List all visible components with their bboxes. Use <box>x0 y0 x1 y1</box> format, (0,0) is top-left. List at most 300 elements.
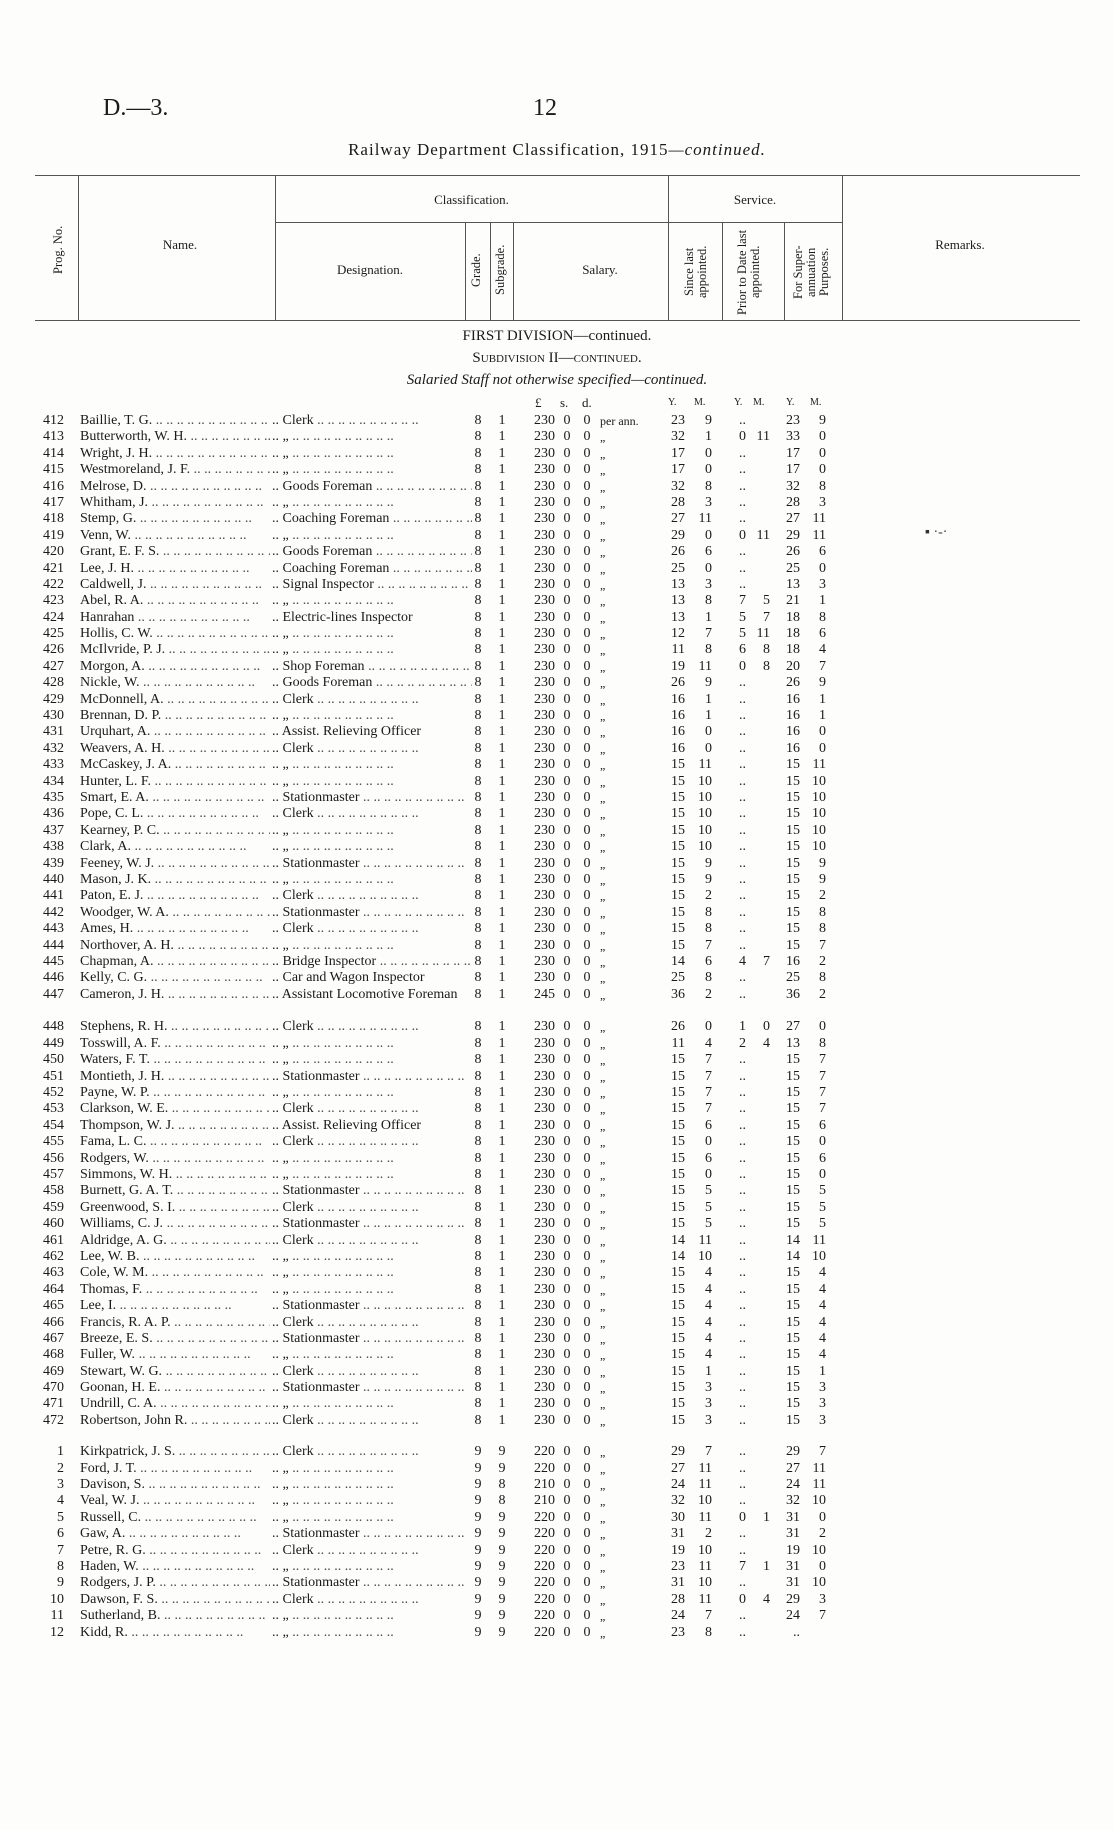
superannuation-months: 0 <box>819 1558 826 1574</box>
prog-no: 451 <box>43 1068 64 1084</box>
superannuation-months: 3 <box>819 1396 826 1412</box>
prior-years: .. <box>739 822 746 838</box>
superannuation-years: 15 <box>786 773 800 789</box>
subgrade: 1 <box>498 970 506 986</box>
salary-shillings: 0 <box>563 773 571 789</box>
prior-years: .. <box>739 773 746 789</box>
designation: .. Assist. Relieving Officer <box>272 724 472 740</box>
grade: 8 <box>474 1298 482 1314</box>
salary-period: „ <box>600 479 606 494</box>
table-row <box>0 1151 1114 1167</box>
prog-no: 433 <box>43 757 64 773</box>
superannuation-months: 7 <box>819 1085 826 1101</box>
salary-pence: 0 <box>583 1068 591 1084</box>
subgrade: 8 <box>498 1477 506 1493</box>
salary-period: „ <box>600 692 606 707</box>
salary-period: „ <box>600 1461 606 1476</box>
salary-shillings: 0 <box>563 675 571 691</box>
header-prog-no: Prog. No. <box>51 225 65 275</box>
since-last-years: 26 <box>671 675 685 691</box>
salary-pence: 0 <box>583 1493 591 1509</box>
prior-years: 5 <box>739 609 746 625</box>
unit-m3: M. <box>810 397 822 408</box>
prior-years: .. <box>739 970 746 986</box>
salary-pence: 0 <box>583 1199 591 1215</box>
superannuation-months: 8 <box>819 970 826 986</box>
grade: 8 <box>474 708 482 724</box>
designation: .. „ .. .. <box>272 1396 472 1412</box>
superannuation-years: 16 <box>786 740 800 756</box>
prior-years: .. <box>739 1624 746 1640</box>
staff-heading: Salaried Staff not otherwise specified—continued. <box>406 372 708 388</box>
employee-name: Weavers, A. H. .. .. <box>80 741 270 757</box>
salary-pence: 0 <box>583 806 591 822</box>
since-last-months: 11 <box>698 1232 712 1248</box>
designation: .. Signal Inspector .. .. <box>272 577 472 593</box>
grade: 8 <box>474 527 482 543</box>
prior-years: .. <box>739 1166 746 1182</box>
superannuation-years: 15 <box>786 888 800 904</box>
prior-years: .. <box>739 1575 746 1591</box>
salary-period: „ <box>600 1036 606 1051</box>
salary-shillings: 0 <box>563 413 571 428</box>
superannuation-months: 10 <box>812 839 826 855</box>
table-row <box>0 593 1114 609</box>
since-last-years: 15 <box>671 1085 685 1101</box>
superannuation-months: 7 <box>819 1101 826 1117</box>
salary-shillings: 0 <box>563 1575 571 1591</box>
designation: .. „ .. .. <box>272 642 472 658</box>
superannuation-months: 3 <box>819 1380 826 1396</box>
since-last-months: 7 <box>705 937 712 953</box>
designation: .. „ .. .. <box>272 495 472 511</box>
salary-shillings: 0 <box>563 822 571 838</box>
prior-years: .. <box>739 1199 746 1215</box>
since-last-years: 15 <box>671 806 685 822</box>
salary-pounds: 230 <box>534 822 555 838</box>
salary-pence: 0 <box>583 888 591 904</box>
grade: 8 <box>474 478 482 494</box>
superannuation-months: 8 <box>819 904 826 920</box>
since-last-months: 4 <box>705 1281 712 1297</box>
employee-name: Venn, W. .. .. <box>80 528 270 544</box>
since-last-years: 26 <box>671 544 685 560</box>
since-last-years: 15 <box>671 1052 685 1068</box>
superannuation-years: 25 <box>786 970 800 986</box>
since-last-months: 9 <box>705 675 712 691</box>
prog-no: 423 <box>43 593 64 609</box>
salary-pence: 0 <box>583 1624 591 1640</box>
salary-shillings: 0 <box>563 1216 571 1232</box>
salary-pounds: 230 <box>534 970 555 986</box>
table-row <box>0 642 1114 658</box>
prog-no: 469 <box>43 1363 64 1379</box>
salary-shillings: 0 <box>563 1542 571 1558</box>
employee-name: Kidd, R. .. .. <box>80 1625 270 1641</box>
designation: .. „ .. .. <box>272 462 472 478</box>
designation: .. „ .. .. <box>272 1036 472 1052</box>
since-last-months: 1 <box>705 609 712 625</box>
salary-pence: 0 <box>583 1396 591 1412</box>
grade: 8 <box>474 1363 482 1379</box>
salary-shillings: 0 <box>563 1248 571 1264</box>
salary-shillings: 0 <box>563 1363 571 1379</box>
prog-no: 465 <box>43 1298 64 1314</box>
superannuation-months: 7 <box>819 1068 826 1084</box>
prior-years: .. <box>739 1150 746 1166</box>
salary-period: „ <box>600 790 606 805</box>
since-last-months: 4 <box>705 1035 712 1051</box>
superannuation-years: 27 <box>786 1019 800 1035</box>
superannuation-months: 0 <box>819 560 826 576</box>
prog-no: 449 <box>43 1035 64 1051</box>
since-last-years: 23 <box>671 1624 685 1640</box>
superannuation-months: 2 <box>819 888 826 904</box>
designation: .. „ .. .. <box>272 1510 472 1526</box>
table-row <box>0 1477 1114 1493</box>
since-last-years: 16 <box>671 740 685 756</box>
prog-no: 448 <box>43 1019 64 1035</box>
subgrade: 9 <box>498 1526 506 1542</box>
salary-period: „ <box>600 725 606 740</box>
subgrade: 1 <box>498 757 506 773</box>
salary-period: „ <box>600 659 606 674</box>
designation: .. Stationmaster .. .. <box>272 1380 472 1396</box>
subgrade: 1 <box>498 1380 506 1396</box>
since-last-years: 23 <box>671 1558 685 1574</box>
salary-pence: 0 <box>583 1542 591 1558</box>
table-row <box>0 1101 1114 1117</box>
salary-shillings: 0 <box>563 1509 571 1525</box>
subgrade: 8 <box>498 1493 506 1509</box>
superannuation-years: 15 <box>786 1101 800 1117</box>
employee-name: Dawson, F. S. .. .. <box>80 1592 270 1608</box>
superannuation-months: 1 <box>819 708 826 724</box>
grade: 8 <box>474 1085 482 1101</box>
designation: .. Stationmaster .. .. <box>272 1183 472 1199</box>
since-last-years: 17 <box>671 445 685 461</box>
salary-pence: 0 <box>583 740 591 756</box>
employee-name: Goonan, H. E. .. .. <box>80 1380 270 1396</box>
designation: .. Clerk .. .. <box>272 888 472 904</box>
since-last-months: 7 <box>705 1068 712 1084</box>
subgrade: 1 <box>498 429 506 445</box>
since-last-years: 15 <box>671 1330 685 1346</box>
employee-name: Breeze, E. S. .. .. <box>80 1331 270 1347</box>
since-last-months: 9 <box>705 871 712 887</box>
salary-pounds: 230 <box>534 593 555 609</box>
col-divider-5 <box>513 222 514 320</box>
since-last-months: 10 <box>698 822 712 838</box>
grade: 8 <box>474 576 482 592</box>
superannuation-years: 15 <box>786 1412 800 1428</box>
prior-months: 8 <box>763 642 770 658</box>
employee-name: McCaskey, J. A. .. .. <box>80 757 270 773</box>
since-last-years: 15 <box>671 1199 685 1215</box>
since-last-years: 17 <box>671 462 685 478</box>
table-row <box>0 839 1114 855</box>
salary-period: „ <box>600 1445 606 1460</box>
designation: .. Clerk .. .. <box>272 1592 472 1608</box>
designation: .. Clerk .. .. <box>272 1101 472 1117</box>
salary-pence: 0 <box>583 953 591 969</box>
salary-period: „ <box>600 1167 606 1182</box>
salary-period: „ <box>600 1151 606 1166</box>
since-last-months: 1 <box>705 1363 712 1379</box>
salary-shillings: 0 <box>563 855 571 871</box>
salary-pounds: 210 <box>534 1493 555 1509</box>
staff-table <box>0 413 1114 1641</box>
prior-years: .. <box>739 921 746 937</box>
salary-pounds: 230 <box>534 871 555 887</box>
since-last-years: 15 <box>671 888 685 904</box>
grade: 8 <box>474 871 482 887</box>
salary-period: „ <box>600 1184 606 1199</box>
salary-period: „ <box>600 1494 606 1509</box>
grade: 8 <box>474 560 482 576</box>
subgrade: 1 <box>498 871 506 887</box>
prog-no: 447 <box>43 986 64 1002</box>
subgrade: 9 <box>498 1575 506 1591</box>
grade: 8 <box>474 1265 482 1281</box>
salary-period: „ <box>600 856 606 871</box>
salary-period: „ <box>600 1299 606 1314</box>
prog-no: 440 <box>43 871 64 887</box>
page-title <box>0 140 1114 160</box>
superannuation-years: 31 <box>786 1509 800 1525</box>
prog-no: 418 <box>43 511 64 527</box>
grade: 8 <box>474 1101 482 1117</box>
superannuation-years: 33 <box>786 429 800 445</box>
table-row <box>0 1118 1114 1134</box>
superannuation-years: 32 <box>786 478 800 494</box>
employee-name: Chapman, A. .. .. <box>80 954 270 970</box>
salary-pence: 0 <box>583 1248 591 1264</box>
since-last-months: 8 <box>705 921 712 937</box>
grade: 9 <box>474 1477 482 1493</box>
superannuation-years: 31 <box>786 1526 800 1542</box>
header-service: Service. <box>733 192 777 207</box>
table-row <box>0 561 1114 577</box>
prog-no: 412 <box>43 413 64 428</box>
salary-period: „ <box>600 1200 606 1215</box>
designation: .. „ .. .. <box>272 1167 472 1183</box>
superannuation-years: 24 <box>786 1608 800 1624</box>
prior-years: .. <box>739 1298 746 1314</box>
prog-no: 421 <box>43 560 64 576</box>
superannuation-months: 3 <box>819 576 826 592</box>
prog-no: 466 <box>43 1314 64 1330</box>
grade: 9 <box>474 1608 482 1624</box>
salary-pounds: 230 <box>534 1330 555 1346</box>
subgrade: 1 <box>498 1166 506 1182</box>
designation: .. Shop Foreman .. .. <box>272 659 472 675</box>
prog-no: 7 <box>57 1542 64 1558</box>
superannuation-years: 15 <box>786 1347 800 1363</box>
designation: .. „ .. .. <box>272 446 472 462</box>
salary-period: „ <box>600 905 606 920</box>
since-last-years: 13 <box>671 609 685 625</box>
table-row <box>0 626 1114 642</box>
salary-pounds: 230 <box>534 1101 555 1117</box>
table-row <box>0 544 1114 560</box>
prog-no: 435 <box>43 789 64 805</box>
salary-shillings: 0 <box>563 691 571 707</box>
salary-pounds: 230 <box>534 1412 555 1428</box>
prog-no: 425 <box>43 626 64 642</box>
designation: .. Goods Foreman .. .. <box>272 479 472 495</box>
prog-no: 434 <box>43 773 64 789</box>
salary-pence: 0 <box>583 445 591 461</box>
grade: 8 <box>474 658 482 674</box>
since-last-years: 15 <box>671 1068 685 1084</box>
subgrade: 1 <box>498 576 506 592</box>
since-last-months: 3 <box>705 1396 712 1412</box>
prior-years: .. <box>739 1477 746 1493</box>
salary-shillings: 0 <box>563 1150 571 1166</box>
salary-period: „ <box>600 561 606 576</box>
employee-name: Ames, H. .. .. <box>80 921 270 937</box>
grade: 8 <box>474 429 482 445</box>
table-row <box>0 1167 1114 1183</box>
salary-pounds: 230 <box>534 839 555 855</box>
salary-pounds: 230 <box>534 708 555 724</box>
superannuation-years: 15 <box>786 1134 800 1150</box>
employee-name: McIlvride, P. J. .. .. <box>80 642 270 658</box>
superannuation-years: 21 <box>786 593 800 609</box>
subgrade: 1 <box>498 1183 506 1199</box>
superannuation-years: 28 <box>786 494 800 510</box>
table-row <box>0 1331 1114 1347</box>
subgrade: 9 <box>498 1624 506 1640</box>
table-row <box>0 1347 1114 1363</box>
prog-no: 416 <box>43 478 64 494</box>
grade: 8 <box>474 1150 482 1166</box>
since-last-years: 27 <box>671 511 685 527</box>
employee-name: Butterworth, W. H. .. .. <box>80 429 270 445</box>
superannuation-years: 20 <box>786 658 800 674</box>
grade: 8 <box>474 1052 482 1068</box>
designation: .. „ .. .. <box>272 593 472 609</box>
designation: .. Clerk .. .. <box>272 921 472 937</box>
since-last-months: 4 <box>705 1298 712 1314</box>
salary-pence: 0 <box>583 1575 591 1591</box>
salary-pence: 0 <box>583 855 591 871</box>
salary-pence: 0 <box>583 560 591 576</box>
since-last-years: 23 <box>671 413 685 428</box>
designation: .. „ .. .. <box>272 429 472 445</box>
prog-no: 417 <box>43 494 64 510</box>
superannuation-years: 15 <box>786 1068 800 1084</box>
salary-period: „ <box>600 1020 606 1035</box>
salary-shillings: 0 <box>563 609 571 625</box>
superannuation-years: 15 <box>786 1150 800 1166</box>
grade: 8 <box>474 953 482 969</box>
employee-name: Sutherland, B. .. .. <box>80 1608 270 1624</box>
since-last-months: 10 <box>698 806 712 822</box>
designation: .. Clerk .. .. <box>272 1364 472 1380</box>
prior-years: .. <box>739 839 746 855</box>
since-last-months: 4 <box>705 1330 712 1346</box>
grade: 8 <box>474 806 482 822</box>
superannuation-years: 15 <box>786 1166 800 1182</box>
salary-pounds: 210 <box>534 1477 555 1493</box>
salary-shillings: 0 <box>563 1232 571 1248</box>
grade: 8 <box>474 593 482 609</box>
grade: 8 <box>474 740 482 756</box>
salary-pounds: 220 <box>534 1608 555 1624</box>
subgrade: 1 <box>498 1363 506 1379</box>
prior-years: .. <box>739 1265 746 1281</box>
superannuation-months: 1 <box>819 691 826 707</box>
salary-pounds: 230 <box>534 544 555 560</box>
salary-pounds: 230 <box>534 1134 555 1150</box>
table-row <box>0 1315 1114 1331</box>
table-row <box>0 692 1114 708</box>
superannuation-months: 0 <box>819 429 826 445</box>
prog-no: 438 <box>43 839 64 855</box>
prog-no: 422 <box>43 576 64 592</box>
prior-years: .. <box>739 888 746 904</box>
salary-pence: 0 <box>583 773 591 789</box>
subgrade: 1 <box>498 675 506 691</box>
salary-period: „ <box>600 594 606 609</box>
salary-shillings: 0 <box>563 1068 571 1084</box>
since-last-months: 0 <box>705 462 712 478</box>
prog-no: 453 <box>43 1101 64 1117</box>
subgrade: 1 <box>498 494 506 510</box>
salary-pence: 0 <box>583 1347 591 1363</box>
salary-pence: 0 <box>583 822 591 838</box>
salary-pounds: 230 <box>534 1035 555 1051</box>
since-last-months: 9 <box>705 413 712 428</box>
prior-years: .. <box>739 1526 746 1542</box>
prior-years: .. <box>739 724 746 740</box>
grade: 8 <box>474 1035 482 1051</box>
salary-period: „ <box>600 1069 606 1084</box>
prior-years: .. <box>739 511 746 527</box>
salary-period: „ <box>600 709 606 724</box>
salary-period: „ <box>600 1527 606 1542</box>
salary-pounds: 220 <box>534 1542 555 1558</box>
salary-shillings: 0 <box>563 1591 571 1607</box>
prog-no: 436 <box>43 806 64 822</box>
superannuation-years: 26 <box>786 675 800 691</box>
salary-pounds: 230 <box>534 773 555 789</box>
prior-years: .. <box>739 1396 746 1412</box>
unit-m1: M. <box>694 397 706 408</box>
designation: .. Clerk .. .. <box>272 413 472 429</box>
superannuation-years: 15 <box>786 1265 800 1281</box>
superannuation-months: 0 <box>819 1166 826 1182</box>
salary-pence: 0 <box>583 1298 591 1314</box>
title-continued: —continued. <box>668 140 766 159</box>
salary-period: „ <box>600 463 606 478</box>
employee-name: Pope, C. L. .. .. <box>80 806 270 822</box>
designation: .. Clerk .. .. <box>272 1200 472 1216</box>
since-last-months: 9 <box>705 855 712 871</box>
prog-no: 464 <box>43 1281 64 1297</box>
since-last-months: 8 <box>705 593 712 609</box>
salary-pounds: 230 <box>534 494 555 510</box>
superannuation-months: 6 <box>819 626 826 642</box>
since-last-months: 10 <box>698 773 712 789</box>
prog-no: 460 <box>43 1216 64 1232</box>
superannuation-months: 7 <box>819 1444 826 1460</box>
subgrade: 1 <box>498 921 506 937</box>
since-last-years: 28 <box>671 1591 685 1607</box>
subgrade: 1 <box>498 1396 506 1412</box>
